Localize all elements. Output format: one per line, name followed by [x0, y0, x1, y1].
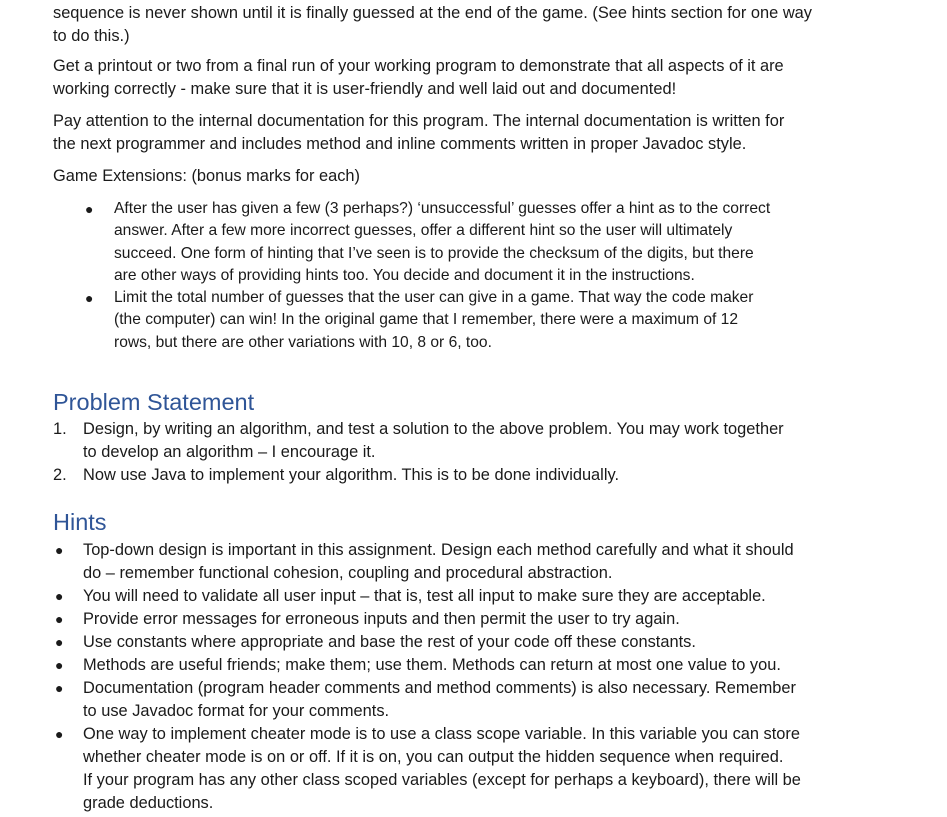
- list-item-line: to use Javadoc format for your comments.: [83, 702, 390, 720]
- bullet-icon: ●: [85, 290, 94, 307]
- list-item-line: rows, but there are other variations with 10, 8 or 6, too.: [114, 333, 492, 351]
- bullet-icon: ●: [55, 657, 64, 673]
- list-item-line: answer. After a few more incorrect guesses, offer a different hint so the user will ultimately: [114, 222, 733, 240]
- list-item: [53, 677, 913, 723]
- intro-line: sequence is never shown until it is finally guessed at the end of the game. (See hints section for one way: [53, 4, 812, 22]
- list-item: [53, 723, 913, 815]
- list-item: [85, 287, 865, 354]
- list-item: [53, 631, 913, 654]
- printout-line: Get a printout or two from a final run of your working program to demonstrate that all aspects of it are: [53, 57, 784, 75]
- list-item-line: One way to implement cheater mode is to use a class scope variable. In this variable you can store: [83, 725, 800, 743]
- printout-paragraph: [53, 55, 933, 101]
- list-item-line: Top-down design is important in this assignment. Design each method carefully and what it should: [83, 541, 794, 559]
- list-item-line: Documentation (program header comments and method comments) is also necessary. Remember: [83, 679, 796, 697]
- printout-line: working correctly - make sure that it is user-friendly and well laid out and documented!: [53, 80, 677, 98]
- list-item-line: After the user has given a few (3 perhaps?) ‘unsuccessful’ guesses offer a hint as to the correct: [114, 200, 771, 217]
- list-item-line: succeed. One form of hinting that I’ve seen is to provide the checksum of the digits, but there: [114, 244, 754, 262]
- extensions-heading: Game Extensions: (bonus marks for each): [53, 167, 360, 185]
- list-item-line: are other ways of providing hints too. You decide and document it in the instructions.: [114, 266, 695, 284]
- list-item-line: Now use Java to implement your algorithm. This is to be done individually.: [83, 466, 619, 484]
- documentation-line: the next programmer and includes method and inline comments written in proper Javadoc style.: [53, 135, 747, 153]
- list-item: [53, 585, 913, 608]
- bullet-icon: ●: [55, 726, 64, 742]
- intro-paragraph: [53, 2, 933, 48]
- list-item-line: to develop an algorithm – I encourage it.: [83, 443, 376, 461]
- bullet-icon: ●: [55, 542, 64, 558]
- list-item-line: grade deductions.: [83, 794, 214, 812]
- intro-line: to do this.): [53, 27, 130, 45]
- bullet-icon: ●: [55, 588, 64, 604]
- list-item: [53, 418, 913, 464]
- hints-heading: Hints: [53, 509, 107, 535]
- documentation-line: Pay attention to the internal documentation for this program. The internal documentation is written for: [53, 112, 785, 130]
- bullet-icon: ●: [55, 680, 64, 696]
- bullet-icon: ●: [55, 611, 64, 627]
- list-item-line: Use constants where appropriate and base the rest of your code off these constants.: [83, 633, 696, 651]
- list-item: [53, 654, 913, 677]
- bullet-icon: ●: [55, 634, 64, 650]
- list-item: [53, 464, 913, 487]
- list-item-line: Provide error messages for erroneous inputs and then permit the user to try again.: [83, 610, 680, 628]
- extensions-list: [85, 198, 865, 354]
- list-item: [53, 539, 913, 585]
- list-item-line: whether cheater mode is on or off. If it is on, you can output the hidden sequence when required.: [83, 748, 784, 766]
- list-item: [85, 198, 865, 287]
- list-item-line: Limit the total number of guesses that the user can give in a game. That way the code maker: [114, 289, 754, 307]
- problem-statement-heading: Problem Statement: [53, 389, 255, 415]
- list-item-line: Methods are useful friends; make them; use them. Methods can return at most one value to you.: [83, 656, 781, 674]
- problem-list: [53, 418, 913, 487]
- list-number: 2.: [53, 466, 67, 484]
- list-item-line: If your program has any other class scoped variables (except for perhaps a keyboard), there will be: [83, 771, 801, 789]
- list-item-line: (the computer) can win! In the original game that I remember, there were a maximum of 12: [114, 311, 739, 329]
- hints-list: [53, 539, 913, 815]
- list-item-line: Design, by writing an algorithm, and test a solution to the above problem. You may work together: [83, 420, 784, 438]
- list-number: 1.: [53, 420, 67, 438]
- list-item-line: You will need to validate all user input – that is, test all input to make sure they are acceptable.: [83, 587, 766, 605]
- documentation-paragraph: [53, 110, 933, 156]
- list-item-line: do – remember functional cohesion, coupling and procedural abstraction.: [83, 564, 613, 582]
- list-item: [53, 608, 913, 631]
- bullet-icon: ●: [85, 201, 94, 217]
